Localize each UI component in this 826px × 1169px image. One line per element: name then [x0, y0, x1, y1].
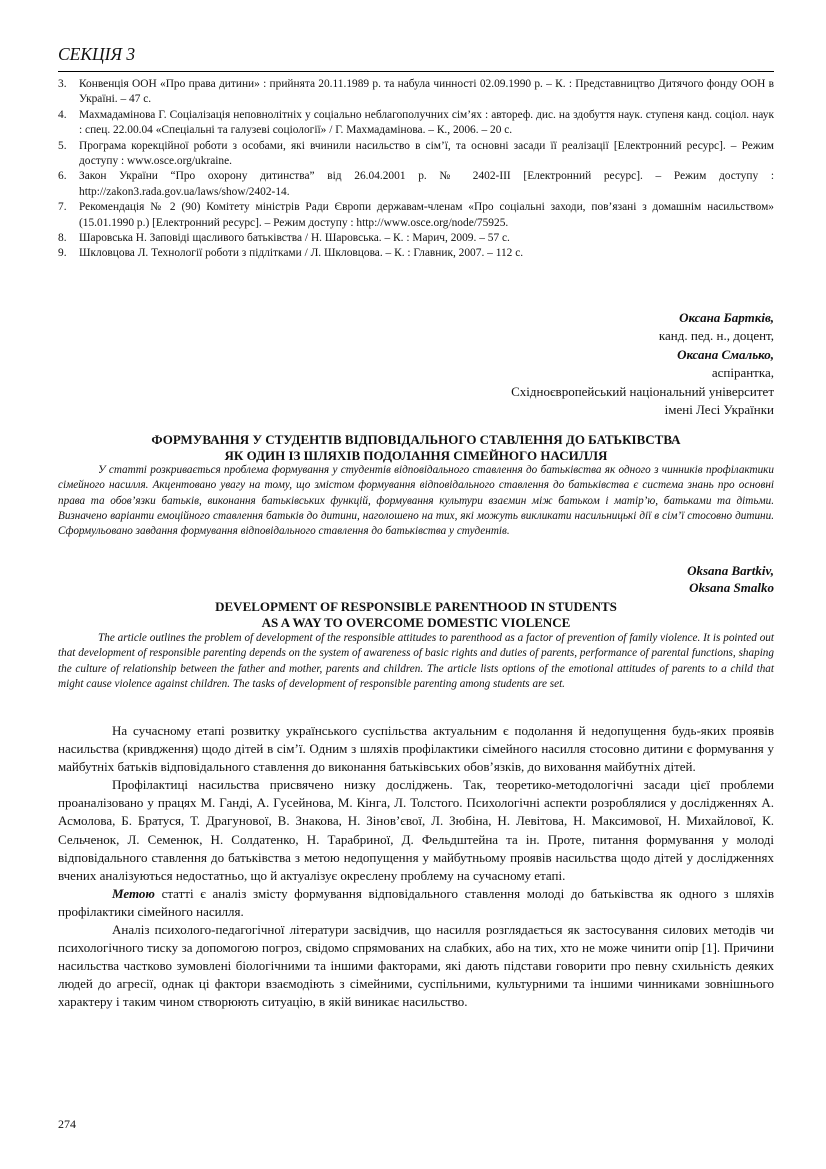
- reference-item: [58, 77, 774, 108]
- reference-item: [58, 108, 774, 139]
- reference-text: Конвенція ООН «Про права дитини» : прийнята 20.11.1989 р. та набула чинності 02.09.1990 р. – К. : Представництво Дитячого фонду ООН в Україні. – 47 с.: [79, 78, 774, 106]
- reference-number: 5.: [58, 139, 67, 152]
- reference-text: Рекомендація № 2 (90) Комітету міністрів Ради Європи державам-членам «Про соціальні заходи, пов’язані з домашнім насильством» (15.01.1990 р.) [Електронний ресурс]. – Режим доступу : http://www.osce.org/node/75925.: [79, 201, 774, 229]
- author-block-en: [687, 562, 774, 596]
- reference-text: Махмадамінова Г. Соціалізація неповнолітніх у соціально неблагополучних сім’ях : автореф. дис. на здобуття наук. ступеня канд. соціол. наук : спец. 22.00.04 «Спеціальні та галузеві соціології» / Г. Махмадамінова. – К., 2006. – 20 с.: [79, 108, 774, 137]
- reference-item: [58, 169, 774, 200]
- author-name-en: Oksana Bartkiv,: [687, 563, 774, 578]
- author-block: [511, 309, 774, 419]
- article-title-ua: [58, 432, 774, 464]
- reference-text: Програма корекційної роботи з особами, які вчинили насильство в сім’ї, та основні засади її реалізації [Електронний ресурс]. – Режим доступу : www.osce.org/ukraine.: [79, 139, 774, 168]
- reference-item: [58, 246, 774, 261]
- title-line: DEVELOPMENT OF RESPONSIBLE PARENTHOOD IN STUDENTS: [215, 599, 617, 614]
- reference-number: 9.: [58, 247, 67, 260]
- title-line: ЯК ОДИН ІЗ ШЛЯХІВ ПОДОЛАННЯ СІМЕЙНОГО НАСИЛЛЯ: [224, 448, 608, 463]
- reference-item: [58, 231, 774, 246]
- reference-number: 8.: [58, 232, 67, 245]
- author-affiliation: імені Лесі Українки: [664, 402, 774, 418]
- page-number: 274: [58, 1117, 76, 1131]
- paragraph-text: статті є аналіз змісту формування відповідального ставлення молоді до батьківства як одного з шляхів профілактики сімейного насилля.: [58, 885, 774, 919]
- abstract-ua: У статті розкривається проблема формування у студентів відповідального ставлення до батьківства як одного з чинників профілактики сімейного насилля. Акцентовано увагу на тому, що змістом формування відповідального ставлення до батьківства є система знань про основні права та обов’язки батьків, виконання батьківських функцій, формування культури взаємин між батьком і матір’ю, батьками та дітьми. Визначено варіанти емоційного ставлення батьків до дитини, наголошено на тих, які можуть викликати насильницькі дії в сім’ї стосовно дитини. Сформульовано завдання формування відповідального ставлення до батьківства у студентів.: [58, 464, 774, 538]
- abstract-en: The article outlines the problem of development of the responsible attitudes to parenthood as a factor of prevention of family violence. It is pointed out that development of responsible parenting depends on the system of awareness of basic rights and duties of parents, performance of parental functions, shaping the culture of relationship between the father and mother, parents and children. The article lists options of the emotional attitudes of parents to a child that might cause violence against children. The tasks of development of responsible parenting among students are set.: [58, 632, 774, 690]
- paragraph-lead: Метою: [112, 885, 155, 901]
- body-paragraph: Аналіз психолого-педагогічної літератури засвідчив, що насилля розглядається як застосування силових методів чи психологічного тиску за допомогою погроз, свідомо спрямованих на слабких, або на тих, хто не може чинити опір [1]. Причини насильства частково зумовлені біологічними та іншими факторами, які дають підстави говорити про певну схильність деяких людей до агресії, однак ці фактори взаємодіють з сімейними, суспільними, культурними та іншими чинниками зовнішнього характеру і таким чином створюють ситуацію, в якій виникає насильство.: [58, 922, 774, 1010]
- header-divider: [58, 71, 774, 72]
- reference-text: Закон України “Про охорону дитинства” від 26.04.2001 р. № 2402-ІІІ [Електронний ресурс]. – Режим доступу : http://zakon3.rada.gov.ua/laws/show/2402-14.: [79, 170, 774, 198]
- author-position: канд. пед. н., доцент,: [658, 328, 774, 344]
- author-name: Оксана Смалько,: [677, 346, 774, 362]
- reference-text: Шаровська Н. Заповіді щасливого батьківства / Н. Шаровська. – К. : Марич, 2009. – 57 с.: [79, 232, 510, 245]
- title-line: ФОРМУВАННЯ У СТУДЕНТІВ ВІДПОВІДАЛЬНОГО СТАВЛЕННЯ ДО БАТЬКІВСТВА: [151, 432, 681, 447]
- reference-list: [58, 77, 774, 262]
- body-paragraph: Профілактиці насильства присвячено низку досліджень. Так, теоретико-методологічні засади цієї проблеми проаналізовано у працях М. Ганді, А. Гусейнова, М. Кінга, Л. Толстого. Психологічні аспекти розроблялися у дослідженнях А. Асмолова, Б. Братуся, Т. Драгунової, В. Знакова, Н. Зінов’євої, Л. Зюбіна, Н. Левітова, Н. Максимової, Н. Михайлової, К. Сельченок, Л. Семенюк, Н. Солдатенко, Н. Тарабриної, Д. Фельдштейна та ін. Проте, питання формування у молоді відповідального ставлення до батьківства з метою недопущення у майбутньому проявів насильства щодо дітей у дослідженнях вчених аналізуються недостатньо, що й актуалізує окреслену проблему на сучасному етапі.: [58, 777, 774, 883]
- reference-number: 4.: [58, 108, 67, 121]
- reference-number: 6.: [58, 170, 67, 183]
- reference-number: 3.: [58, 78, 67, 90]
- body-paragraph: [58, 885, 774, 921]
- reference-number: 7.: [58, 201, 67, 214]
- reference-item: [58, 200, 774, 231]
- reference-text: Шкловцова Л. Технології роботи з підлітками / Л. Шкловцова. – К. : Главник, 2007. – 112 с.: [79, 247, 524, 260]
- author-affiliation: Східноєвропейський національний університет: [511, 383, 774, 399]
- article-title-en: [58, 599, 774, 631]
- body-paragraph: На сучасному етапі розвитку українського суспільства актуальним є подолання й недопущення будь-яких проявів насильства (кривдження) щодо дітей в сім’ї. Одним з шляхів профілактики сімейного насилля стосовно дитини є формування у майбутніх батьків відповідального ставлення до виконання батьківських обов’язків, до виховання майбутніх дітей.: [58, 723, 774, 775]
- title-line: AS A WAY TO OVERCOME DOMESTIC VIOLENCE: [261, 615, 571, 630]
- author-position: аспірантка,: [711, 365, 774, 381]
- reference-item: [58, 139, 774, 170]
- article-body: [58, 722, 774, 1012]
- author-name: Оксана Бартків,: [679, 310, 774, 325]
- section-header: СЕКЦІЯ 3: [58, 44, 136, 64]
- author-name-en: Oksana Smalko: [689, 580, 774, 595]
